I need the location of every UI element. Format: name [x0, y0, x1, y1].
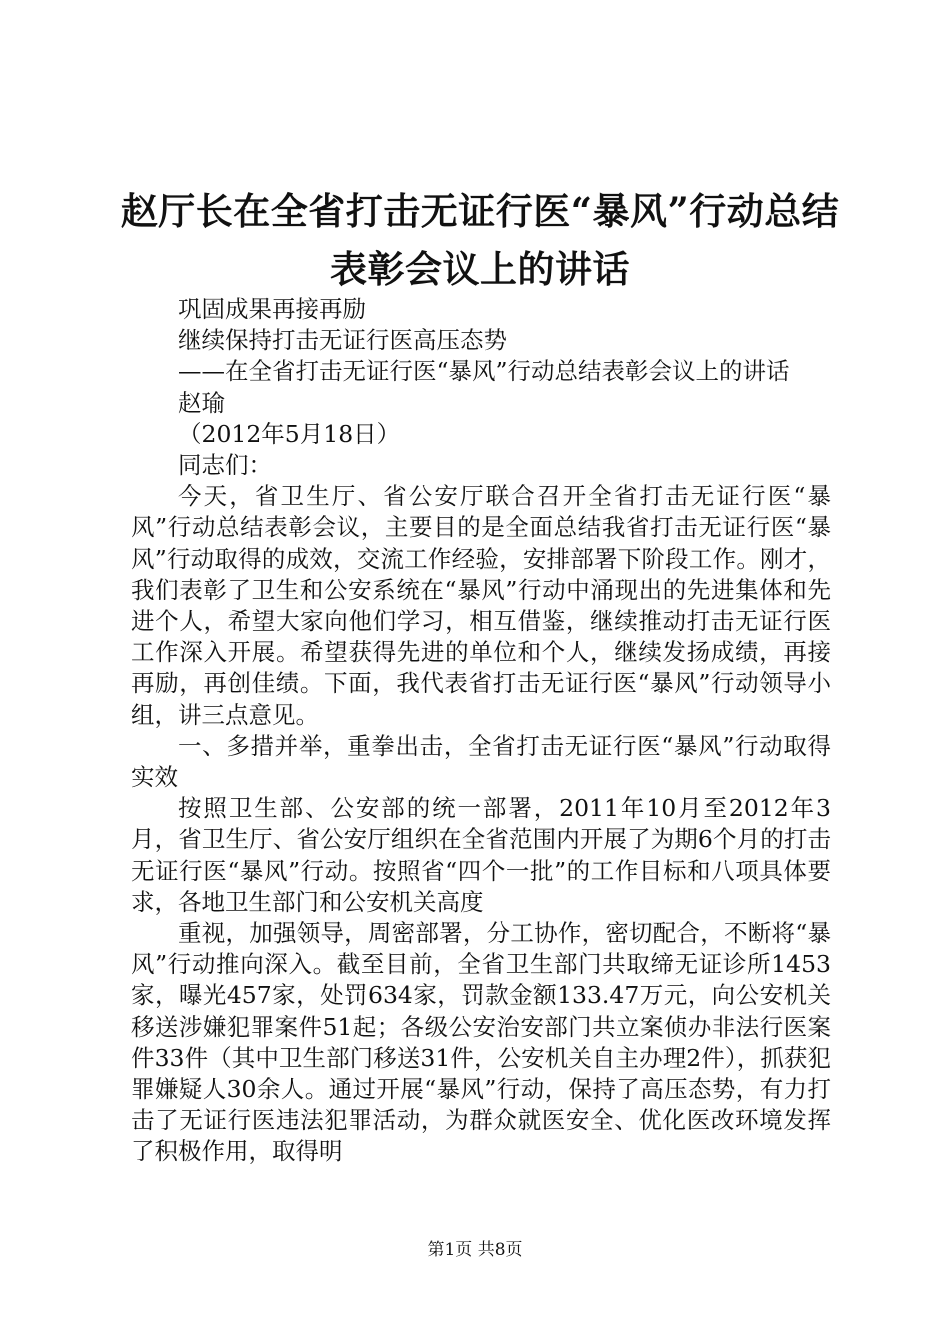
page-footer: 第1页 共8页 [427, 1240, 523, 1260]
salutation: 同志们： [178, 451, 272, 480]
speech-date: （2012年5月18日） [178, 419, 401, 448]
document-title-line-2: 表彰会议上的讲话 [330, 247, 630, 291]
document-title-line-1: 赵厅长在全省打击无证行医“暴风”行动总结 [120, 189, 840, 233]
subtitle-line-1: 巩固成果再接再励 [178, 295, 366, 323]
section-heading: 一、多措并举，重拳出击，全省打击无证行医“暴风”行动取得实效 [131, 731, 831, 792]
speaker-name: 赵瑜 [178, 388, 225, 417]
body-paragraph: 今天，省卫生厅、省公安厅联合召开全省打击无证行医“暴风”行动总结表彰会议，主要目的是全面总结我省打击无证行医“暴风”行动取得的成效，交流工作经验，安排部署下阶段工作。刚才，我们表彰了卫生和公安系统在“暴风”行动中涌现出的先进集体和先进个人，希望大家向他们学习，相互借鉴，继续推动打击无证行医工作深入开展。希望获得先进的单位和个人，继续发扬成绩，再接再励，再创佳绩。下面，我代表省打击无证行医“暴风”行动领导小组，讲三点意见。 [131, 482, 831, 729]
body-paragraph: 按照卫生部、公安部的统一部署，2011年10月至2012年3月，省卫生厅、省公安厅组织在全省范围内开展了为期6个月的打击无证行医“暴风”行动。按照省“四个一批”的工作目标和八项具体要求，各地卫生部门和公安机关高度 [131, 794, 831, 916]
body-paragraph: 重视，加强领导，周密部署，分工协作，密切配合，不断将“暴风”行动推向深入。截至目前，全省卫生部门共取缔无证诊所1453家，曝光457家，处罚634家，罚款金额133.47万元，向公安机关移送涉嫌犯罪案件51起；各级公安治安部门共立案侦办非法行医案件33件（其中卫生部门移送31件，公安机关自主办理2件），抓获犯罪嫌疑人30余人。通过开展“暴风”行动，保持了高压态势，有力打击了无证行医违法犯罪活动，为群众就医安全、优化医改环境发挥了积极作用，取得明 [131, 919, 831, 1166]
subtitle-line-3: ——在全省打击无证行医“暴风”行动总结表彰会议上的讲话 [178, 357, 790, 386]
subtitle-line-2: 继续保持打击无证行医高压态势 [178, 326, 507, 355]
document-body [131, 294, 831, 1168]
